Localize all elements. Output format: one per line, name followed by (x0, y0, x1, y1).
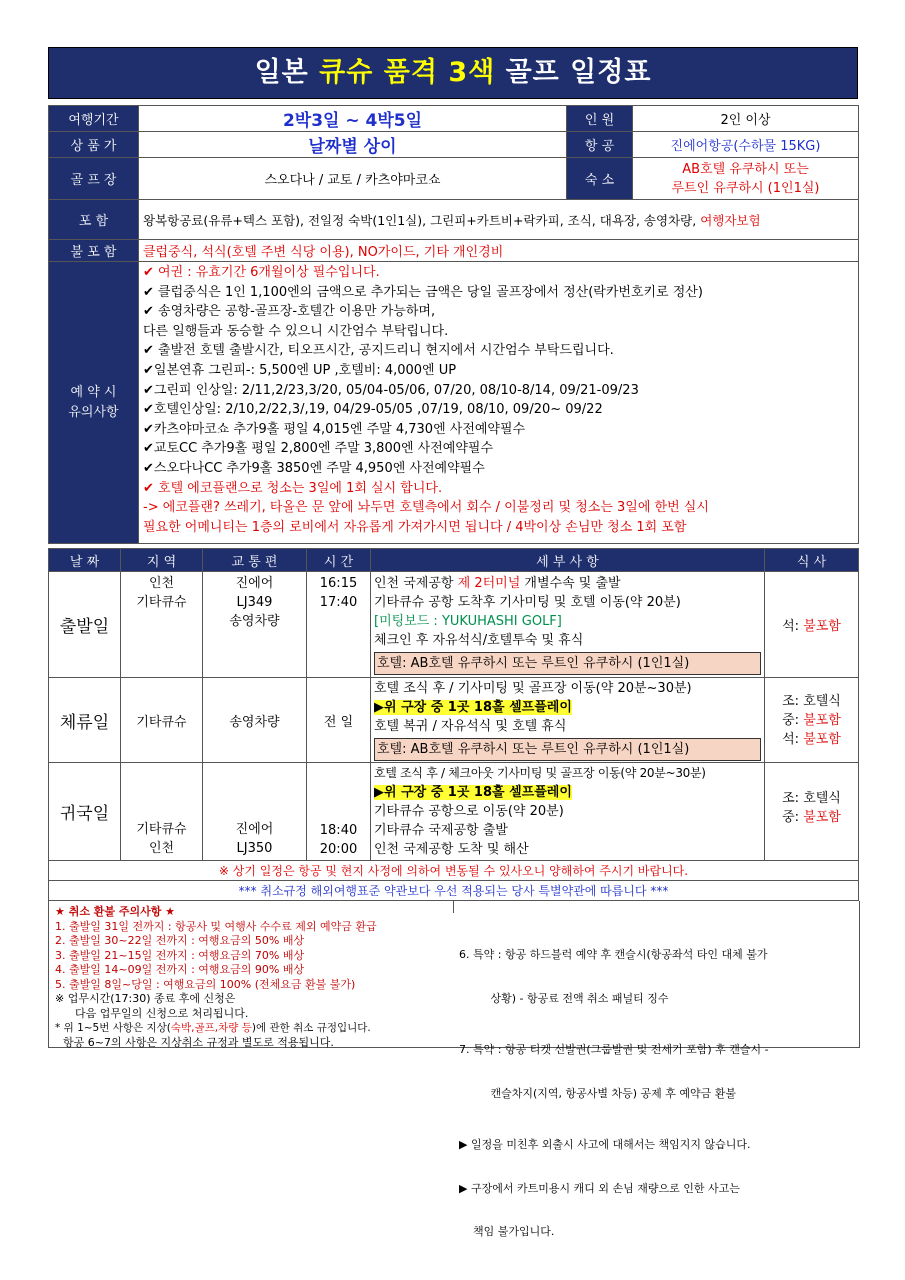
note-line: ✔ 클럽중식은 1인 1,100엔의 금액으로 추가되는 금액은 당일 골프장에서 정산(락카번호키로 정산) (143, 284, 703, 300)
day1-details (371, 572, 765, 678)
note-line: ✔ 출발전 호텔 출발시간, 티오프시간, 공지드리니 현지에서 시간엄수 부탁드립니다. (143, 343, 614, 359)
day3-detail-3: 기타큐슈 공항으로 이동(약 20분) (374, 804, 564, 819)
product-label: 상 품 가 (49, 132, 139, 158)
notes-label (49, 262, 139, 544)
day3-time (307, 763, 371, 861)
note-line: 필요한 어메니티는 1층의 로비에서 자유롭게 가져가시면 됩니다 / 4박이상 손님만 청소 1회 포함 (143, 519, 687, 535)
day3-transport-2: LJ350 (236, 841, 273, 856)
day1-d1-pre: 인천 국제공항 (374, 576, 458, 591)
day1-transport-1: 진에어 (235, 576, 274, 591)
airline-label: 항 공 (567, 132, 633, 158)
notes-label-line2: 유의사항 (68, 404, 119, 420)
day1-hotel: 호텔: AB호텔 유쿠하시 또는 루트인 유쿠하시 (1인1실) (374, 652, 761, 675)
day1-detail-3: [미팅보드 : YUKUHASHI GOLF] (374, 614, 562, 629)
day1-time-2: 17:40 (319, 595, 358, 610)
note-line: 다른 일행들과 동승할 수 있으니 시간엄수 부탁립니다. (143, 323, 449, 339)
special-term-7-line1: 7. 특약 : 항공 티켓 선발권(그룹발권 및 전세기 포함) 후 캔슬시 - (459, 1043, 769, 1056)
day1-region-1: 인천 (148, 576, 175, 591)
notes-list (139, 262, 859, 544)
day1-time (307, 572, 371, 678)
day2-date: 체류일 (49, 678, 121, 763)
day3-detail-1: 호텔 조식 후 / 체크아웃 기사미팅 및 골프장 이동(약 20분~30분) (374, 766, 706, 780)
header-region: 지 역 (121, 549, 203, 572)
day3-transport-1: 진에어 (235, 822, 274, 837)
hotel-value-line1: AB호텔 유쿠하시 또는 (682, 161, 809, 177)
day2-meal1-value: 호텔식 (803, 693, 841, 709)
people-label: 인 원 (567, 106, 633, 132)
day3-details (371, 763, 765, 861)
refund-rule1-pre: * 위 1~5번 사항은 지상( (55, 1022, 171, 1034)
day2-meal2-value: 불포함 (803, 712, 841, 728)
note-line: ✔교토CC 추가9홀 평일 2,800엔 주말 3,800엔 사전예약필수 (143, 441, 494, 457)
info-table (48, 105, 859, 544)
day3-meals (765, 763, 859, 861)
refund-title: ★ 취소 환불 주의사항 ★ (55, 905, 176, 918)
course-value: 스오다나 / 교토 / 카츠야마코쇼 (139, 158, 567, 200)
title-pre: 일본 (254, 57, 309, 88)
refund-item-3: 3. 출발일 21~15일 전까지 : 여행요금의 70% 배상 (55, 948, 305, 962)
header-time: 시 간 (307, 549, 371, 572)
header-meals: 식 사 (765, 549, 859, 572)
title-3color: 3색 (448, 57, 496, 88)
disclaimer-cart-line2: 책임 불가입니다. (459, 1225, 555, 1238)
product-value: 날짜별 상이 (139, 132, 567, 158)
day2-region: 기타큐슈 (121, 678, 203, 763)
note-line: ✔ 호텔 에코플랜으로 청소는 3일에 1회 실시 합니다. (143, 480, 443, 496)
include-insurance: 여행자보험 (700, 212, 761, 228)
day2-hotel: 호텔: AB호텔 유쿠하시 또는 루트인 유쿠하시 (1인1실) (374, 738, 761, 761)
day3-date: 귀국일 (49, 763, 121, 861)
people-value: 2인 이상 (633, 106, 859, 132)
header-date: 날 짜 (49, 549, 121, 572)
refund-item-4: 4. 출발일 14~09일 전까지 : 여행요금의 90% 배상 (55, 963, 305, 976)
day1-date: 출발일 (49, 572, 121, 678)
refund-item-1: 1. 출발일 31일 전까지 : 항공사 및 여행사 수수료 제외 예약금 환급 (55, 919, 377, 933)
hotel-value (633, 158, 859, 200)
document (48, 47, 858, 1238)
day3-detail-5: 인천 국제공항 도착 및 해산 (374, 842, 529, 857)
note-line: ✔그린피 인상일: 2/11,2/23,3/20, 05/04-05/06, 07/20, 08/10-8/14, 09/21-09/23 (143, 382, 639, 398)
refund-item-5: 5. 출발일 8일~당일 : 여행요금의 100% (전체요금 환불 불가) (55, 977, 356, 991)
day1-d1-post: 개별수속 및 출발 (520, 576, 621, 591)
refund-left (55, 905, 377, 1050)
day3-time-2: 20:00 (319, 842, 358, 857)
refund-business-hours-1: ※ 업무시간(17:30) 종료 후에 신청은 (55, 992, 236, 1005)
refund-business-hours-2: 다음 업무일의 신청으로 처리됩니다. (75, 1006, 249, 1020)
day2-meal3-value: 불포함 (803, 731, 841, 747)
header-details: 세 부 사 항 (371, 549, 765, 572)
schedule-row-day2 (49, 678, 859, 763)
day1-detail-2: 기타큐슈 공항 도착후 기사미팅 및 호텔 이동(약 20분) (374, 595, 681, 610)
exclude-label: 불 포 함 (49, 240, 139, 262)
day3-region-2: 인천 (148, 841, 175, 856)
day1-meals (765, 572, 859, 678)
title-kyushu: 큐슈 (319, 57, 374, 88)
day1-transport-3: 송영차량 (229, 614, 280, 629)
day1-meal-label: 석: (782, 619, 804, 634)
note-line: -> 에코플랜? 쓰레기, 타올은 문 앞에 놔두면 호텔측에서 회수 / 이불정리 및 청소는 3일에 한번 실시 (143, 500, 709, 516)
note-line: ✔일본연휴 그린피-: 5,500엔 UP ,호텔비: 4,000엔 UP (143, 362, 457, 378)
day3-detail-2: ▶위 구장 중 1곳 18홀 셀프플레이 (374, 785, 572, 800)
schedule-row-day3 (49, 763, 859, 861)
refund-section (48, 901, 860, 1238)
note-line: ✔카츠야마코쇼 추가9홀 평일 4,015엔 주말 4,730엔 사전예약필수 (143, 421, 526, 437)
day3-region-1: 기타큐슈 (136, 822, 187, 837)
special-term-7-line2: 캔슬차지(지역, 항공사별 차등) 공제 후 예약금 환불 (459, 1086, 737, 1100)
include-text: 왕복항공료(유류+텍스 포함), 전일정 숙박(1인1실), 그린피+카트비+락카피, 조식, 대욕장, 송영차량, (143, 212, 697, 228)
day2-detail-1: 호텔 조식 후 / 기사미팅 및 골프장 이동(약 20분~30분) (374, 681, 692, 696)
period-label: 여행기간 (49, 106, 139, 132)
note-line: ✔호텔인상일: 2/10,2/22,3/,19, 04/29-05/05 ,07/19, 08/10, 09/20~ 09/22 (143, 402, 603, 418)
day2-detail-2: ▶위 구장 중 1곳 18홀 셀프플레이 (374, 700, 572, 715)
notes-label-line1: 예 약 시 (70, 384, 117, 400)
day1-time-1: 16:15 (319, 576, 358, 591)
disclaimer-outing: ▶ 일정을 미친후 외출시 사고에 대해서는 책임지지 않습니다. (459, 1138, 751, 1151)
hotel-value-line2: 루트인 유쿠하시 (1인1실) (671, 180, 820, 196)
day3-meal1-label: 조: (782, 791, 804, 806)
title-post: 골프 일정표 (505, 57, 652, 88)
day1-d1-terminal: 제 2터미널 (457, 576, 521, 591)
day2-meal3-label: 석: (782, 731, 804, 747)
day2-meal1-label: 조: (782, 693, 804, 709)
refund-rule2: 항공 6~7의 사항은 지상취소 규정과 별도로 적용됩니다. (63, 1035, 334, 1049)
day3-time-1: 18:40 (319, 823, 358, 838)
day2-meals (765, 678, 859, 763)
refund-item-2: 2. 출발일 30~22일 전까지 : 여행요금의 50% 배상 (55, 934, 305, 947)
refund-rule1-post: )에 관한 취소 규정입니다. (251, 1022, 371, 1034)
include-label: 포 함 (49, 200, 139, 240)
note-line: ✔ 송영차량은 공항-골프장-호텔간 이용만 가능하며, (143, 304, 436, 320)
course-label: 골 프 장 (49, 158, 139, 200)
day1-transport (203, 572, 307, 678)
day3-meal2-label: 중: (782, 810, 804, 825)
airline-value: 진에어항공(수하물 15KG) (633, 132, 859, 158)
special-term-6-line2: 상황) - 항공료 전액 취소 패널티 징수 (459, 991, 669, 1005)
disclaimer-cart-line1: ▶ 구장에서 카트미용시 캐디 외 손님 재량으로 인한 사고는 (459, 1181, 740, 1195)
refund-right (459, 919, 769, 1269)
page-title (48, 47, 858, 99)
cancellation-policy-notice: *** 취소규정 해외여행표준 약관보다 우선 적용되는 당사 특별약관에 따릅니다 *** (49, 881, 859, 901)
header-transport: 교 통 편 (203, 549, 307, 572)
include-value (139, 200, 859, 240)
note-line: ✔ 여권 : 유효기간 6개월이상 필수입니다. (143, 265, 380, 280)
exclude-value: 클럽중식, 석식(호텔 주변 식당 이용), NO가이드, 기타 개인경비 (139, 240, 859, 262)
hotel-label: 숙 소 (567, 158, 633, 200)
day2-detail-3: 호텔 복귀 / 자유석식 및 호텔 휴식 (374, 719, 567, 734)
refund-rule1-red: 숙박,골프,차량 등 (170, 1022, 252, 1034)
note-line: ✔스오다나CC 추가9홀 3850엔 주말 4,950엔 사전예약필수 (143, 460, 485, 476)
title-premium: 품격 (383, 57, 438, 88)
day1-region-2: 기타큐슈 (136, 595, 187, 610)
special-term-6-line1: 6. 특약 : 항공 하드블럭 예약 후 캔슬시(항공좌석 타인 대체 불가 (459, 948, 768, 961)
day2-meal2-label: 중: (782, 712, 804, 728)
day3-transport (203, 763, 307, 861)
day3-detail-4: 기타큐슈 국제공항 출발 (374, 823, 508, 838)
period-value: 2박3일 ~ 4박5일 (139, 106, 567, 132)
day2-time: 전 일 (307, 678, 371, 763)
day3-region (121, 763, 203, 861)
schedule-table (48, 548, 859, 901)
day1-transport-2: LJ349 (236, 595, 273, 610)
day3-meal1-value: 호텔식 (803, 791, 841, 806)
day3-meal2-value: 불포함 (803, 810, 841, 825)
day1-detail-1 (374, 574, 761, 593)
day2-details (371, 678, 765, 763)
day1-detail-4: 체크인 후 자유석식/호텔투숙 및 휴식 (374, 633, 584, 648)
schedule-row-day1 (49, 572, 859, 678)
day1-meal-value: 불포함 (803, 619, 841, 634)
day1-region (121, 572, 203, 678)
schedule-notice: ※ 상기 일정은 항공 및 현지 사정에 의하여 변동될 수 있사오니 양해하여 주시기 바랍니다. (49, 861, 859, 881)
day2-transport: 송영차량 (203, 678, 307, 763)
